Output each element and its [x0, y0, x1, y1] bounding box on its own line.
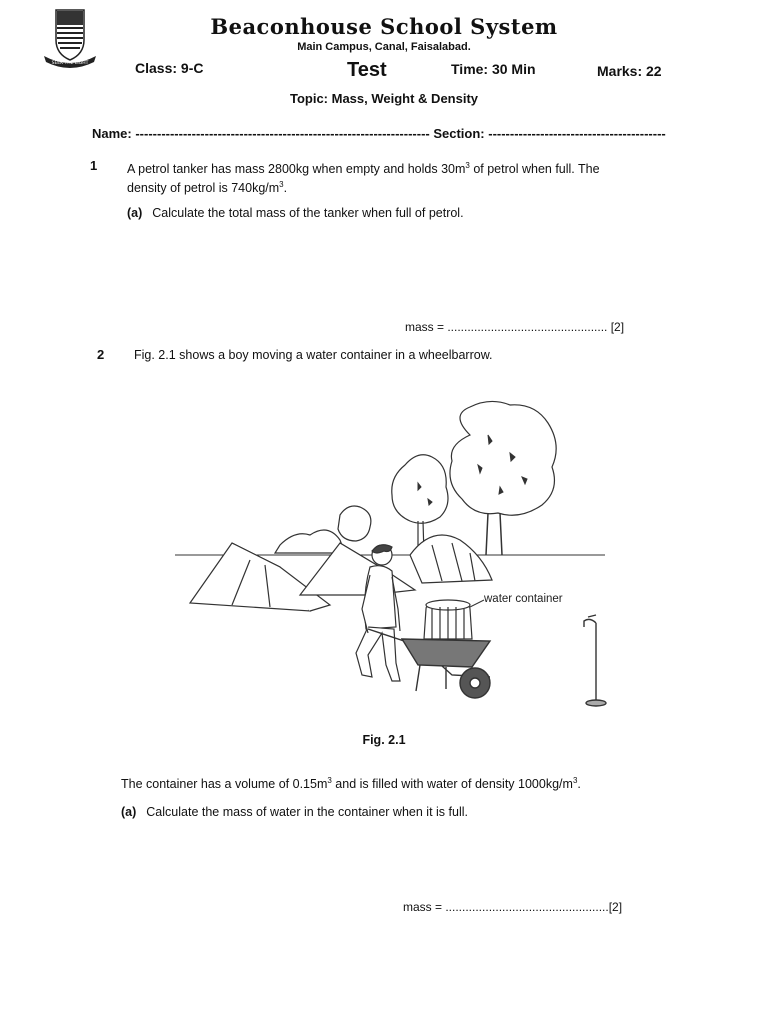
question-1a: (a) Calculate the total mass of the tanker when full of petrol. [127, 206, 464, 220]
tap-illustration [584, 615, 606, 706]
question-1-number: 1 [90, 158, 98, 173]
part-label: (a) [127, 206, 143, 220]
topic-heading: Topic: Mass, Weight & Density [289, 91, 479, 106]
question-1-text: A petrol tanker has mass 2800kg when empty and holds $30m^3$ of petrol when full. The density of petrol is $740kg/m^3$. [127, 161, 600, 196]
question-2-text: Fig. 2.1 shows a boy moving a water container in a wheelbarrow. [134, 348, 493, 362]
tree-illustration [275, 401, 556, 555]
figure-caption: Fig. 2.1 [362, 733, 406, 747]
water-container-label: water container [484, 593, 563, 605]
question-2a: (a) Calculate the mass of water in the container when it is full. [121, 805, 468, 819]
water-container-illustration [424, 600, 472, 639]
test-title: Test [347, 59, 387, 81]
logo-motto: SEEK THE LIGHT [51, 61, 89, 66]
part-label: (a) [121, 805, 137, 819]
time-label: Time: 30 Min [451, 61, 536, 77]
marks-label: Marks: 22 [597, 63, 662, 79]
school-name: Beaconhouse School System [210, 14, 558, 39]
class-label: Class: 9-C [135, 60, 204, 76]
question-2-answer-line: mass = .................................................[2] [403, 900, 623, 914]
campus-address: Main Campus, Canal, Faisalabad. [297, 41, 471, 53]
figure-2-1 [170, 395, 610, 710]
question-2-number: 2 [97, 347, 105, 362]
name-section-line: Name: -------------------------------------------------------------------- Section: ----------------------------------------- [92, 126, 666, 141]
question-1-answer-line: mass = ................................................ [2] [405, 320, 625, 334]
question-2-volume-text: The container has a volume of $0.15m^3$ and is filled with water of density $1000kg/m^3$. [121, 776, 581, 792]
